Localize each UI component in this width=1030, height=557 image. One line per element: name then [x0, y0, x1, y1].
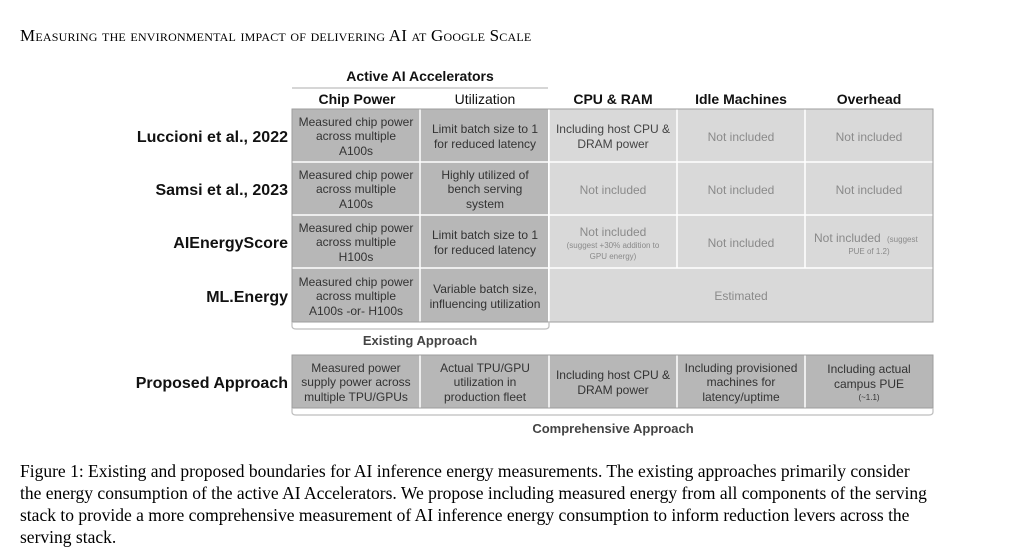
col-header-chip-power: Chip Power	[318, 91, 396, 107]
svg-text:DRAM power: DRAM power	[577, 137, 649, 151]
caption-line: the energy consumption of the active AI Accelerators. We propose including measured energy from all components of the serving	[20, 483, 927, 503]
svg-text:A100s: A100s	[338, 144, 374, 158]
svg-text:Measured chip power: Measured chip power	[298, 221, 414, 235]
row-label-aienergyscore: AIEnergyScore	[173, 235, 288, 252]
svg-text:Including actual: Including actual	[827, 362, 911, 376]
existing-approach-label: Existing Approach	[362, 333, 478, 348]
svg-text:Actual TPU/GPU: Actual TPU/GPU	[440, 361, 530, 375]
cell-proposed-chip-power	[301, 361, 410, 404]
svg-text:for reduced latency: for reduced latency	[433, 243, 537, 257]
cell-luccioni-utilization	[432, 122, 538, 151]
row-label-proposed: Proposed Approach	[135, 375, 288, 392]
svg-text:Not included: Not included	[814, 231, 881, 245]
cell-aienergyscore-idle: Not included	[707, 236, 775, 250]
col-header-idle-machines: Idle Machines	[695, 91, 787, 107]
svg-text:Including host CPU &: Including host CPU &	[555, 122, 671, 136]
cell-aienergyscore-utilization	[432, 228, 538, 257]
svg-text:(~1.1): (~1.1)	[858, 393, 880, 402]
svg-text:Highly utilized of: Highly utilized of	[441, 168, 529, 182]
row-label-luccioni: Luccioni et al., 2022	[136, 129, 288, 146]
svg-text:across multiple: across multiple	[315, 289, 397, 303]
svg-text:Measured chip power: Measured chip power	[298, 275, 414, 289]
svg-text:multiple TPU/GPUs: multiple TPU/GPUs	[304, 390, 408, 404]
svg-text:PUE of 1.2): PUE of 1.2)	[848, 247, 890, 256]
cell-samsi-cpu-ram: Not included	[579, 183, 647, 197]
col-header-overhead: Overhead	[836, 91, 902, 107]
svg-text:DRAM power: DRAM power	[577, 383, 649, 397]
svg-text:across multiple: across multiple	[315, 129, 397, 143]
col-header-utilization: Utilization	[454, 91, 516, 107]
svg-text:Limit batch size to 1: Limit batch size to 1	[431, 122, 539, 136]
svg-text:(suggest +30% addition to: (suggest +30% addition to	[566, 241, 660, 250]
svg-text:latency/uptime: latency/uptime	[702, 390, 780, 404]
svg-text:bench serving: bench serving	[447, 182, 523, 196]
svg-text:A100s: A100s	[338, 197, 374, 211]
comprehensive-approach-bracket	[292, 408, 933, 415]
svg-text:H100s: H100s	[338, 250, 374, 264]
running-header-title: Measuring the environmental impact of delivering AI at Google Scale	[20, 26, 532, 45]
cell-samsi-overhead: Not included	[835, 183, 903, 197]
cell-mlenergy-merged-estimated: Estimated	[714, 289, 768, 303]
svg-text:campus PUE: campus PUE	[833, 377, 905, 391]
svg-text:system: system	[465, 197, 505, 211]
svg-text:Including host CPU &: Including host CPU &	[555, 368, 671, 382]
row-label-samsi: Samsi et al., 2023	[155, 182, 288, 199]
figure-caption	[20, 460, 1030, 548]
cell-luccioni-idle: Not included	[707, 130, 775, 144]
group-header-active-ai-accelerators: Active AI Accelerators	[346, 68, 494, 84]
svg-text:across multiple: across multiple	[315, 235, 397, 249]
caption-line: stack to provide a more comprehensive measurement of AI inference energy consumption to inform reduction levers across the	[20, 505, 910, 525]
svg-text:Measured power: Measured power	[311, 361, 401, 375]
svg-text:for reduced latency: for reduced latency	[433, 137, 537, 151]
row-label-mlenergy: ML.Energy	[206, 289, 288, 306]
cell-samsi-idle: Not included	[707, 183, 775, 197]
cell-mlenergy-utilization	[430, 282, 541, 311]
caption-line: serving stack.	[20, 527, 117, 547]
svg-text:Measured chip power: Measured chip power	[298, 115, 414, 129]
svg-text:Including provisioned: Including provisioned	[684, 361, 798, 375]
caption-line: Figure 1: Existing and proposed boundaries for AI inference energy measurements. The existing approaches primarily consider	[20, 461, 910, 481]
svg-text:across multiple: across multiple	[315, 182, 397, 196]
svg-text:supply power across: supply power across	[301, 375, 411, 389]
col-header-cpu-ram: CPU & RAM	[573, 91, 653, 107]
svg-text:Measured chip power: Measured chip power	[298, 168, 414, 182]
svg-text:utilization in: utilization in	[453, 375, 517, 389]
svg-text:(suggest: (suggest	[887, 235, 918, 244]
svg-text:machines for: machines for	[706, 375, 776, 389]
comprehensive-approach-label: Comprehensive Approach	[532, 421, 694, 436]
svg-text:influencing utilization: influencing utilization	[429, 297, 541, 311]
svg-text:A100s -or- H100s: A100s -or- H100s	[308, 304, 404, 318]
cell-luccioni-overhead: Not included	[835, 130, 903, 144]
svg-text:GPU energy): GPU energy)	[589, 252, 637, 261]
svg-text:Variable batch size,: Variable batch size,	[433, 282, 537, 296]
existing-approach-bracket	[292, 322, 549, 329]
svg-text:Not included: Not included	[579, 225, 647, 239]
svg-text:Limit batch size to 1: Limit batch size to 1	[431, 228, 539, 242]
svg-text:production fleet: production fleet	[443, 390, 527, 404]
